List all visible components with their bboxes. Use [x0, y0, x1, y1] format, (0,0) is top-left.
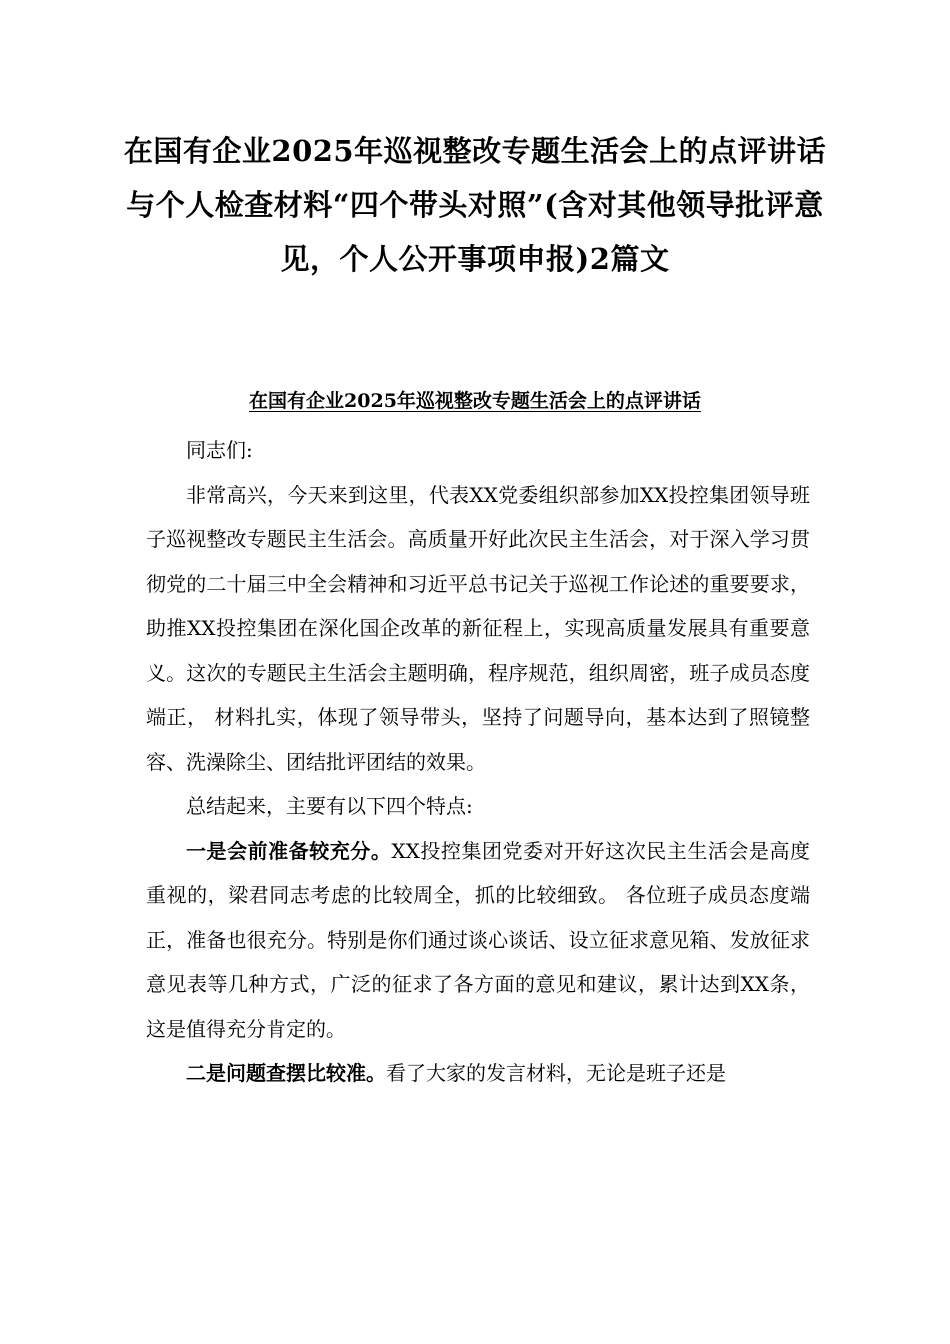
section-title-text: 在国有企业2025年巡视整改专题生活会上的点评讲话 — [249, 390, 701, 412]
paragraph-point-two — [146, 1051, 810, 1096]
greeting: 同志们: — [186, 438, 253, 462]
point-one-heading: 一是会前准备较充分。 — [186, 838, 392, 863]
section-title — [120, 384, 830, 418]
paragraph-opening: 非常高兴，今天来到这里，代表XX党委组织部参加XX投控集团领导班子巡视整改专题民主生活会。高质量开好此次民主生活会，对于深入学习贯彻党的二十届三中全会精神和习近平总书记关于巡视工作论述的重要要求，助推XX投控集团在深化国企改革的新征程上，实现高质量发展具有重要意义。这次的专题民主生活会主题明确，程序规范，组织周密，班子成员态度端正， 材料扎实，体现了领导带头，坚持了问题导向，基本达到了照镜整容、洗澡除尘、团结批评团结的效果。 — [146, 482, 810, 774]
document-body — [146, 428, 810, 1096]
point-one-text: XX投控集团党委对开好这次民主生活会是高度重视的，梁君同志考虑的比较周全，抓的比较细致。 各位班子成员态度端正，准备也很充分。特别是你们通过谈心谈话、设立征求意见箱、发放征求意见表等几种方式，广泛的征求了各方面的意见和建议，累计达到XX条，这是值得充分肯定的。 — [146, 838, 811, 1041]
document-title: 在国有企业2025年巡视整改专题生活会上的点评讲话与个人检查材料“四个带头对照”(含对其他领导批评意见，个人公开事项申报)2篇文 — [123, 134, 827, 276]
paragraph-summary: 总结起来，主要有以下四个特点: — [186, 794, 473, 818]
paragraph-point-one — [146, 829, 810, 1052]
point-two-heading: 二是问题查摆比较准。 — [186, 1061, 386, 1085]
point-two-text: 看了大家的发言材料，无论是班子还是 — [386, 1061, 726, 1085]
